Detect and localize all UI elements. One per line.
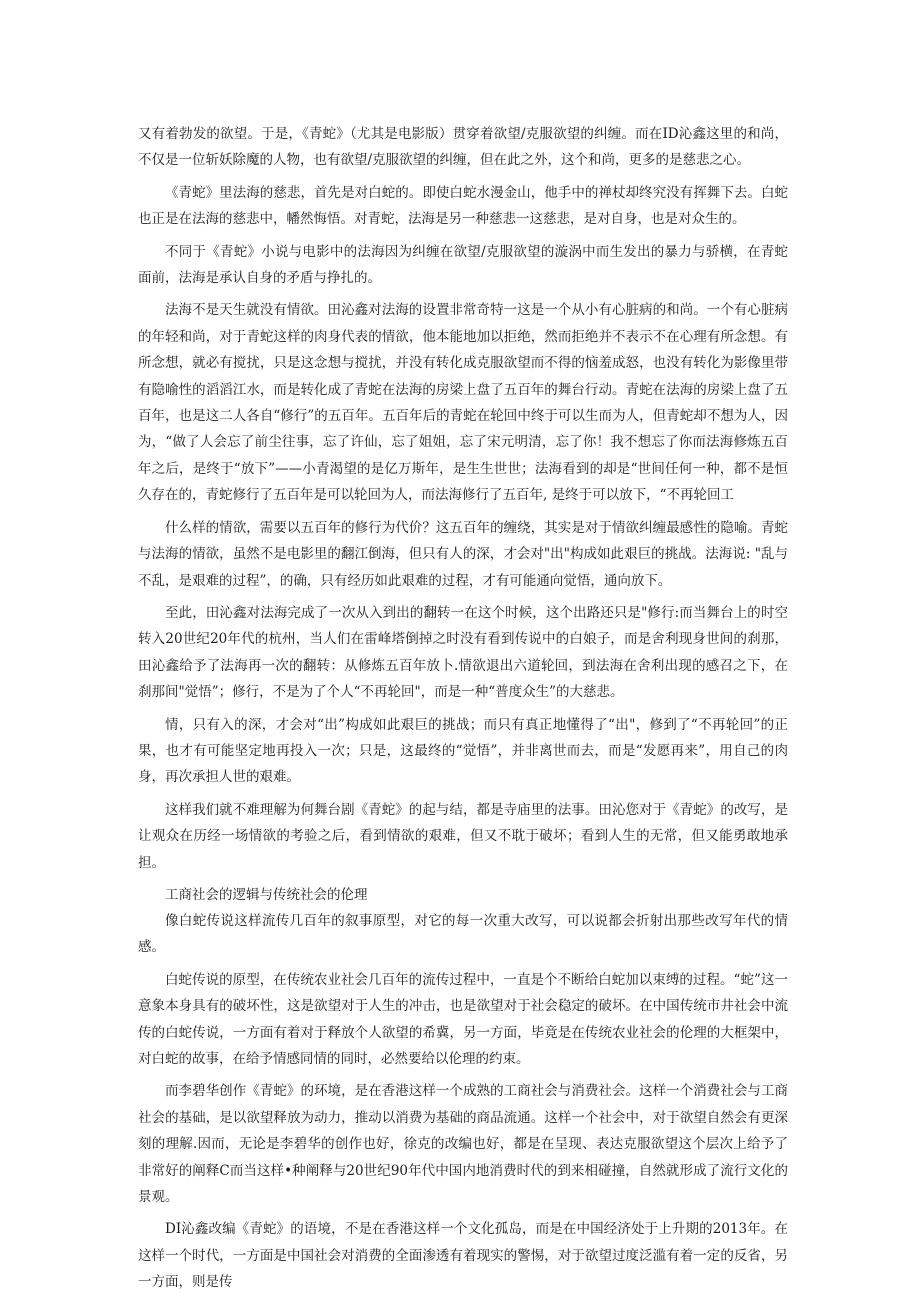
document-page bbox=[138, 121, 788, 1302]
paragraph: 不同于《青蛇》小说与电影中的法海因为纠缠在欲望/克服欲望的漩涡中而生发出的暴力与骄横，在青蛇面前，法海是承认自身的矛盾与挣扎的。 bbox=[138, 243, 788, 287]
paragraph: 这样我们就不难理解为何舞台剧《青蛇》的起与结，都是寺庙里的法事。田沁您对于《青蛇》的改写，是让观众在历经一场情欲的考验之后，看到情欲的艰难，但又不耽于破坏；看到人生的无常，但又能勇敢地承担。 bbox=[138, 801, 788, 871]
paragraph: 像白蛇传说这样流传几百年的叙事原型，对它的每一次重大改写，可以说都会折射出那些改写年代的情感。 bbox=[138, 912, 788, 956]
paragraph: 白蛇传说的原型，在传统农业社会几百年的流传过程中，一直是个不断给白蛇加以束缚的过程。“蛇”这一意象本身具有的破坏性，这是欲望对于人生的冲击，也是欲望对于社会稳定的破坏。在中国传统市井社会中流传的白蛇传说，一方面有着对于释放个人欲望的希冀，另一方面，毕竟是在传统农业社会的伦理的大框架中，对白蛇的故事，在给予情感同情的同时，必然要给以伦理的约束。 bbox=[138, 971, 788, 1067]
paragraph: 又有着勃发的欲望。于是，《青蛇》（尤其是电影版）贯穿着欲望/克服欲望的纠缠。而在ID沁鑫这里的和尚，不仅是一位斩妖除魔的人物，也有欲望/克服欲望的纠缠，但在此之外，这个和尚，更多的是慈悲之心。 bbox=[138, 126, 788, 169]
paragraph: 《青蛇》里法海的慈悲，首先是对白蛇的。即使白蛇水漫金山，他手中的禅杖却终究没有挥舞下去。白蛇也正是在法海的慈悲中，幡然悔悟。对青蛇，法海是另一种慈悲一这慈悲，是对自身，也是对众生的。 bbox=[138, 184, 788, 228]
paragraph: 而李碧华创作《青蛇》的环境，是在香港这样一个成熟的工商社会与消费社会。这样一个消费社会与工商社会的基础，是以欲望释放为动力，推动以消费为基础的商品流通。这样一个社会中，对于欲望自然会有更深刻的理解.因而，无论是李碧华的创作也好，徐克的改编也好，都是在呈现、表达克服欲望这个层次上给予了非常好的阐释C而当这样•种阐释与20世纪90年代中国内地消费时代的到来相碰撞，自然就形成了流行文化的景观。 bbox=[138, 1083, 788, 1206]
paragraph: DI沁鑫改编《青蛇》的语境，不是在香港这样一个文化孤岛，而是在中国经济处于上升期的2013年。在这样一个时代，一方面是中国社会对消费的全面渗透有着现实的警惕，对于欲望过度泛滥有着一定的反省，另一方面，则是传 bbox=[138, 1221, 788, 1291]
paragraph: 情，只有入的深，才会对“出”构成如此艰巨的挑战；而只有真正地懂得了“出"，修到了“不再轮回”的正果，也才有可能坚定地再投入一次；只是，这最终的“觉悟”，并非离世而去，而是“发愿再来”，用自己的肉身，再次承担人世的艰难。 bbox=[138, 716, 788, 786]
paragraph: 什么样的情欲，需要以五百年的修行为代价？这五百年的缠绕，其实是对于情欲纠缠最感性的隐喻。青蛇与法海的情欲，虽然不是电影里的翻江倒海，但只有人的深，才会对"出"构成如此艰巨的挑战。法海说: "乱与不乱，是艰难的过程”，的确，只有经历如此艰难的过程，才有可能通向觉悟，通向放下。 bbox=[138, 519, 788, 589]
paragraph: 至此，田沁鑫对法海完成了一次从入到出的翻转一在这个时候，这个出路还只是"修行:而当舞台上的时空转入20世纪20年代的杭州，当人们在雷峰塔倒掉之时没有看到传说中的白娘子，而是舍利现身世间的刹那，田沁鑫给予了法海再一次的翻转：从修炼五百年放卜.情欲退出六道轮回，到法海在舍利出现的感召之下，在刹那间"觉悟”；修行，不是为了个人“不再轮回"，而是一种“普度众生”的大慈悲。 bbox=[138, 604, 788, 701]
paragraph: 法海不是天生就没有情欲。田沁鑫对法海的设置非常奇特一这是一个从小有心脏病的和尚。一个有心脏病的年轻和尚，对于青蛇这样的肉身代表的情欲，他本能地加以拒绝，然而拒绝并不表示不在心理有所念想。有所念想，就必有搅扰，只是这念想与搅扰，并没有转化成克服欲望而不得的恼羞成怒，也没有转化为影像里带有隐喻性的滔滔江水，而是转化成了青蛇在法海的房梁上盘了五百年的舞台行动。青蛇在法海的房梁上盘了五百年，也是这二人各自“修行”的五百年。五百年后的青蛇在轮回中终于可以生而为人，但青蛇却不想为人，因为，“做了人会忘了前尘往事，忘了许仙，忘了姐姐，忘了宋元明清，忘了你！我不想忘了你而法海修炼五百年之后，是终于“放下”——小青渴望的是亿万斯年，是生生世世；法海看到的却是“世间任何一种，都不是恒久存在的，青蛇修行了五百年是可以轮回为人，而法海修行了五百年, 是终于可以放下，“不再轮回工 bbox=[138, 302, 788, 504]
section-heading: 工商社会的逻辑与传统社会的伦理 bbox=[165, 886, 368, 903]
